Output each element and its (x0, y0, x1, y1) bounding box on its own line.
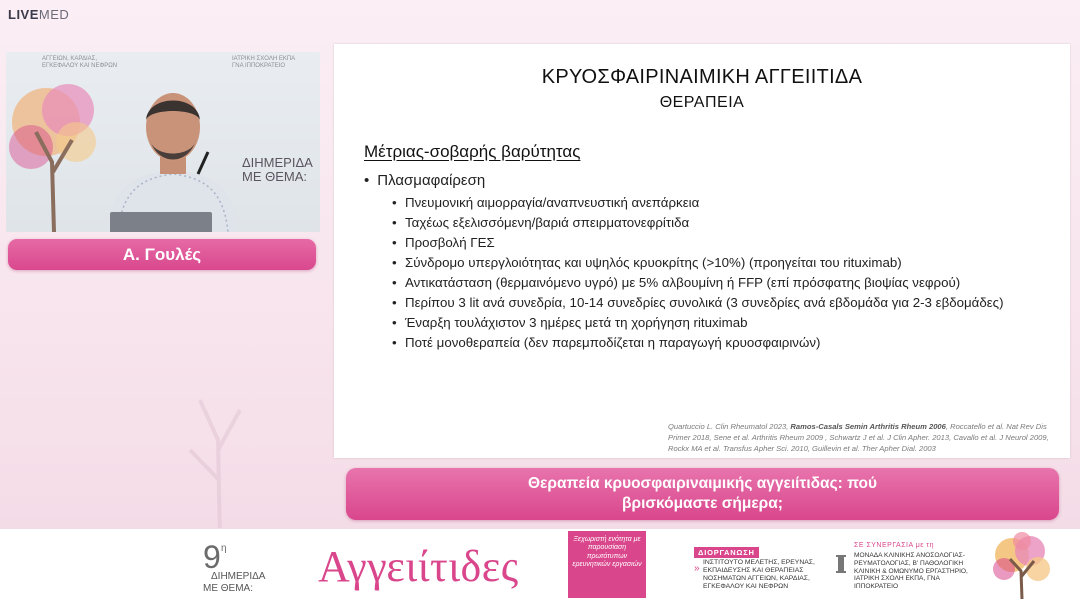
speaker-video[interactable] (6, 52, 320, 232)
edition-superscript: η (221, 543, 227, 554)
banner-line: ΜΕ ΘΕΜΑ: (242, 169, 308, 184)
slide-subtitle: ΘΕΡΑΠΕΙΑ (659, 94, 745, 111)
wall-text-line: ΓΝΑ ΙΠΠΟΚΡΑΤΕΙΟ (232, 63, 286, 69)
chevron-right-icon: » (694, 563, 700, 574)
ref-text: , Roccatello et al. Nat Rev Dis Primer 2018, Sene et al. Arthritis Rheum 2009 , Schwartz J et al. J Clin Apher. 2013, Cavallo et al. J Neurol 2009, Rockx MA et al. Transfus Apher Sci. 2010, Guillevin et al. Ther Apher Dial. 2003 (668, 422, 1049, 453)
unique-section-box: Ξεχωριστή ενότητα με παρουσίαση πρωτότυπων ερευνητικών εργασιών (568, 531, 646, 598)
slide-title: ΚΡΥΟΣΦΑΙΡΙΝΑΙΜΙΚΗ ΑΓΓΕΙΙΤΙΔΑ (541, 66, 863, 88)
laptop (110, 212, 212, 232)
main-bullet (364, 172, 485, 189)
organizer-block (694, 542, 824, 590)
wall-text-right (232, 56, 295, 70)
list-item: • Έναρξη τουλάχιστον 3 ημέρες μετά τη χορήγηση rituximab (392, 315, 1052, 331)
edition-label (203, 539, 266, 594)
list-item: • Περίπου 3 lit ανά συνεδρία, 10-14 συνεδρίες συνολικά (3 συνεδρίες ανά εβδομάδα για 2-3 εβδομάδες) (392, 295, 1052, 311)
wall-text-line: ΕΓΚΕΦΑΛΟΥ ΚΑΙ ΝΕΦΡΩΝ (42, 63, 118, 69)
topic-line-1: Θεραπεία κρυοσφαιριναιμικής αγγειίτιδας: πού (527, 475, 878, 492)
edition-number: 9 (203, 539, 221, 575)
event-footer (0, 528, 1080, 599)
event-brand-title: Αγγειίτιδες (318, 542, 519, 591)
section-heading: Μέτριας-σοβαρής βαρύτητας (364, 142, 581, 161)
footer-tree-logo (984, 531, 1060, 599)
topic-line-2: βρισκόμαστε σήμερα; (622, 495, 783, 512)
topic-bar (346, 468, 1059, 520)
background-tree-graphic (140, 320, 300, 540)
university-seal-icon (835, 554, 847, 574)
livemed-logo (8, 7, 69, 22)
organizer-tag: ΔΙΟΡΓΑΝΩΣΗ (694, 547, 759, 558)
logo-live-text: LIVE (8, 7, 39, 22)
edition-line-1: ΔΙΗΜΕΡΙΔΑ (211, 571, 266, 582)
list-item: • Αντικατάσταση (θερμαινόμενο υγρό) με 5% αλβουμίνη ή FFP (επί πρόσφατης βιοψίας νεφρού) (392, 275, 1052, 291)
list-item: • Προσβολή ΓΕΣ (392, 235, 1052, 251)
collaboration-block (835, 542, 975, 591)
slide-references (668, 421, 1058, 454)
collab-text: ΜΟΝΑΔΑ ΚΛΙΝΙΚΗΣ ΑΝΟΣΟΛΟΓΙΑΣ-ΡΕΥΜΑΤΟΛΟΓΙΑΣ, Β' ΠΑΘΟΛΟΓΙΚΗ ΚΛΙΝΙΚΗ & ΟΜΩΝΥΜΟ ΕΡΓΑΣΤΗΡΙΟ, ΙΑΤΡΙΚΗ ΣΧΟΛΗ ΕΚΠΑ, ΓΝΑ ΙΠΠΟΚΡΑΤΕΙΟ (854, 552, 968, 591)
main-bullet-text: Πλασμαφαίρεση (377, 172, 486, 189)
edition-line-2: ΜΕ ΘΕΜΑ: (203, 583, 254, 594)
presentation-slide (334, 44, 1070, 458)
collab-heading: ΣΕ ΣΥΝΕΡΓΑΣΙΑ με τη (854, 542, 934, 549)
speaker-name-bar (8, 239, 316, 270)
list-item: • Ταχέως εξελισσόμενη/βαριά σπειρματονεφρίτιδα (392, 215, 1052, 231)
wall-text-line: ΑΓΓΕΙΩΝ, ΚΑΡΔΙΑΣ, (42, 56, 98, 62)
ref-bold-text: Ramos-Casals Semin Arthritis Rheum 2006 (790, 422, 946, 431)
list-item: • Σύνδρομο υπεργλοιότητας και υψηλός κρυοκρίτης (>10%) (προηγείται του rituximab) (392, 255, 1052, 271)
speaker-name: Α. Γουλές (122, 244, 202, 264)
list-item: • Πνευμονική αιμορραγία/αναπνευστική ανεπάρκεια (392, 195, 1052, 211)
organizer-text: ΙΝΣΤΙΤΟΥΤΟ ΜΕΛΕΤΗΣ, ΕΡΕΥΝΑΣ, ΕΚΠΑΙΔΕΥΣΗΣ ΚΑΙ ΘΕΡΑΠΕΙΑΣ ΝΟΣΗΜΑΤΩΝ ΑΓΓΕΙΩΝ, ΚΑΡΔΙΑΣ, ΕΓΚΕΦΑΛΟΥ ΚΑΙ ΝΕΦΡΩΝ (703, 559, 815, 590)
list-item: • Ποτέ μονοθεραπεία (δεν παρεμποδίζεται η παραγωγή κρυοσφαιρινών) (392, 335, 1052, 351)
wall-text-left (42, 56, 117, 70)
banner-line: ΔΙΗΜΕΡΙΔΑ (242, 155, 313, 170)
wall-text-line: ΙΑΤΡΙΚΗ ΣΧΟΛΗ ΕΚΠΑ (232, 56, 296, 62)
ref-text: Quartuccio L. Clin Rheumatol 2023, (668, 422, 791, 431)
logo-med-text: MED (38, 7, 70, 22)
speaker-figure (98, 82, 248, 232)
banner-text (242, 156, 313, 184)
sub-bullet-list (392, 195, 1052, 355)
